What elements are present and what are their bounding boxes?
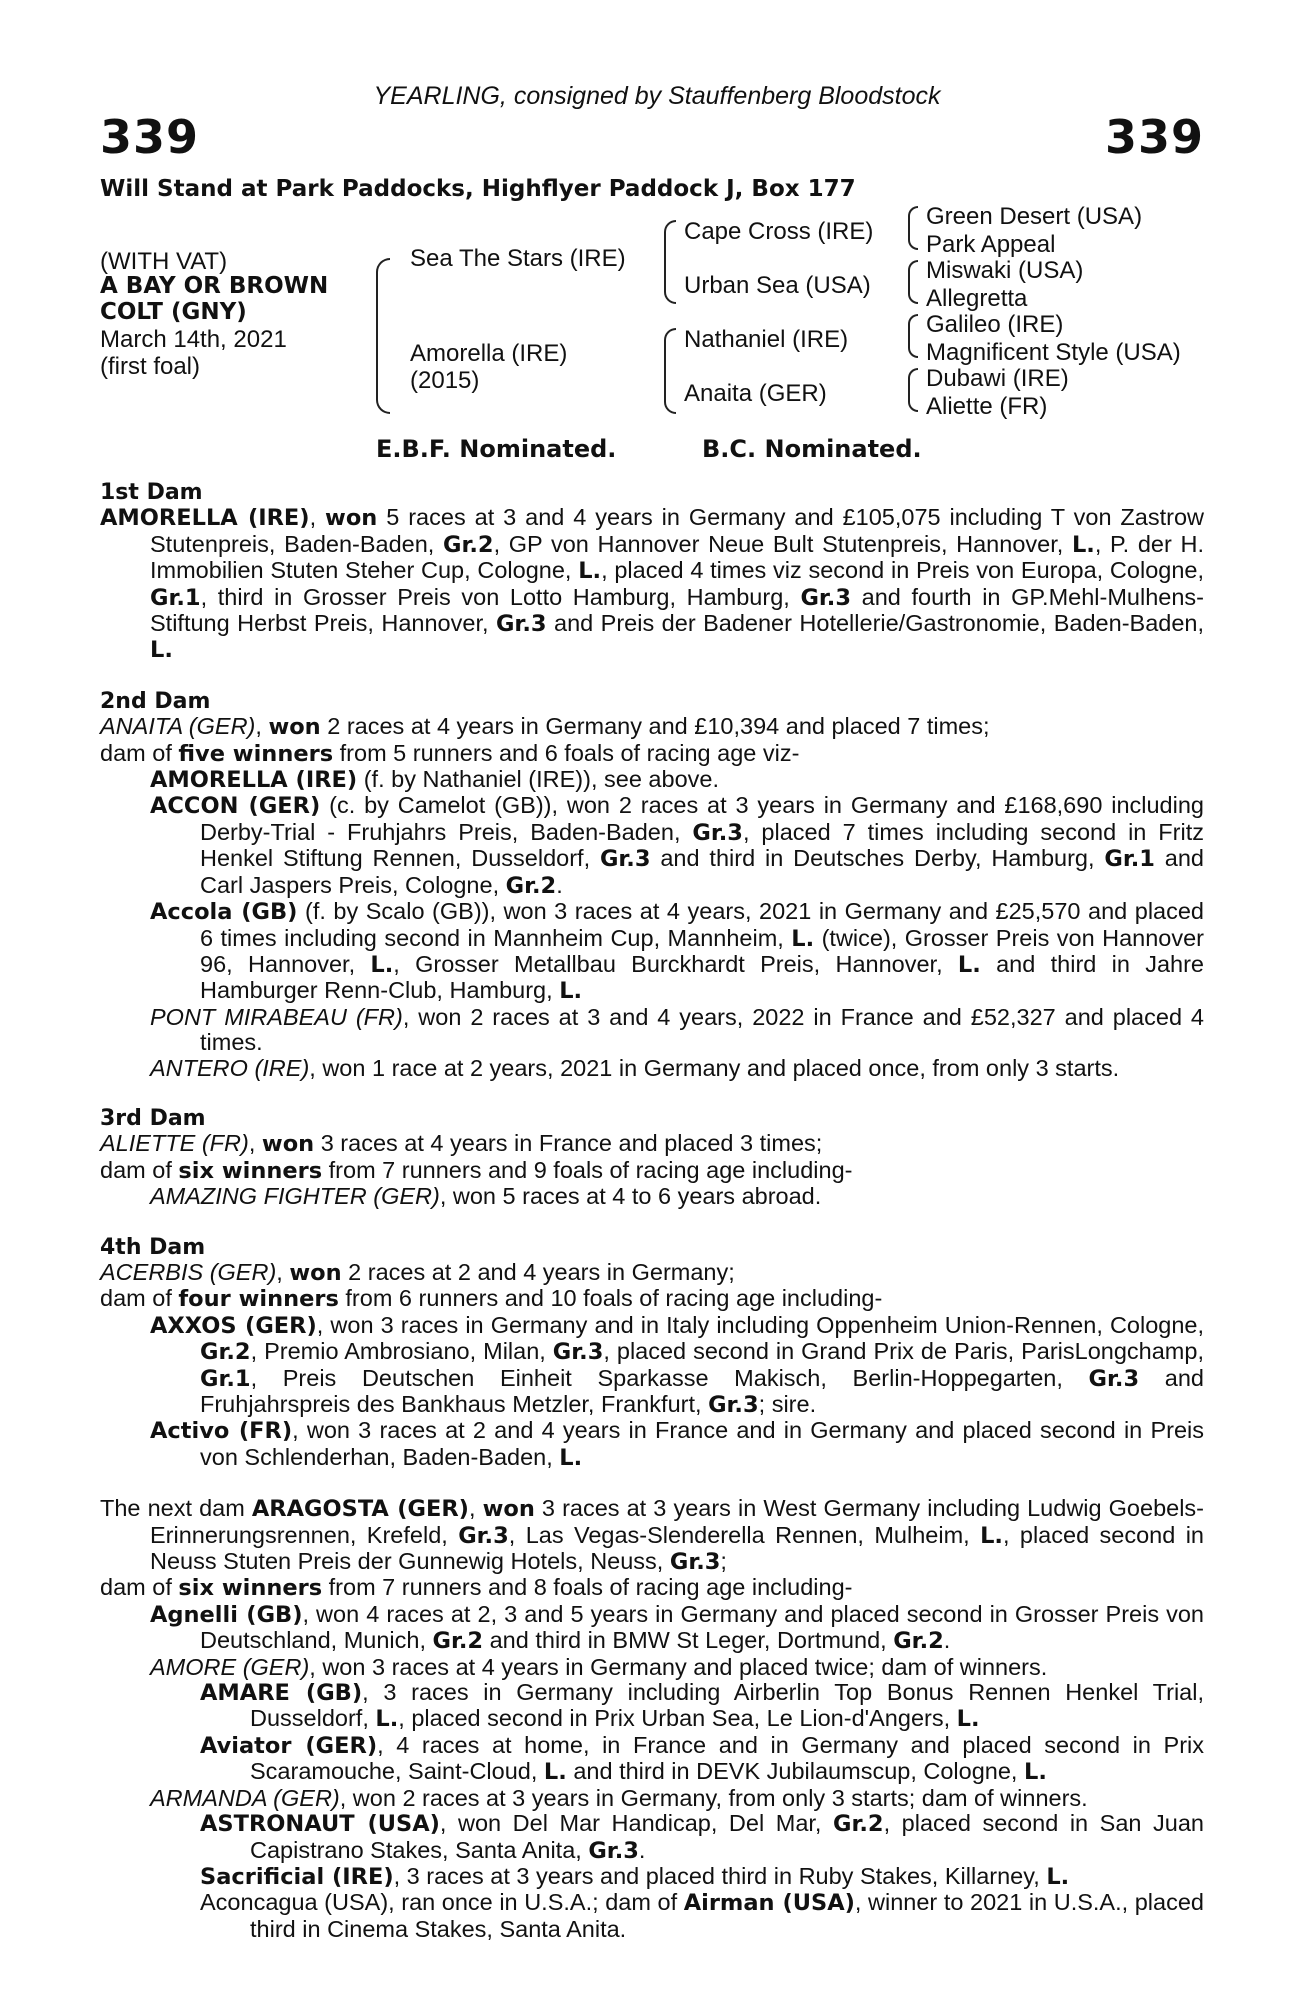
- lot-number-left: 339: [100, 110, 200, 164]
- italic-text: AMORE (GER): [150, 1653, 310, 1680]
- entry-text: and third in DEVK Jubilaumscup, Cologne,: [566, 1758, 1024, 1785]
- bold-text: Gr.3: [669, 1549, 721, 1576]
- ss-dam: Park Appeal: [926, 231, 1056, 258]
- pedigree-brace-dd: [908, 368, 918, 412]
- bold-text: L.: [791, 925, 815, 952]
- entry-text: .: [943, 1627, 951, 1654]
- entry-text: , placed 4 times viz second in Preis von Europa, Cologne,: [601, 557, 1204, 584]
- entry-text: , Grosser Metallbau Burckhardt Preis, Hannover,: [393, 950, 958, 977]
- bold-text: Gr.2: [893, 1628, 944, 1655]
- entry-text: dam of: [100, 1156, 179, 1183]
- bold-text: ARAGOSTA (GER): [251, 1496, 469, 1523]
- bold-text: Airman (USA): [683, 1890, 855, 1917]
- pedigree-entry: [100, 1864, 1204, 1890]
- entry-text: , won 2 races at 3 and 4 years, 2022 in France and £52,327 and placed 4 times.: [200, 1003, 1204, 1056]
- ebf-nomination: E.B.F. Nominated.: [376, 435, 617, 463]
- bold-text: L.: [1071, 531, 1095, 558]
- bold-text: won: [482, 1496, 535, 1523]
- entry-text: , won 5 races at 4 to 6 years abroad.: [439, 1183, 822, 1210]
- pedigree-entry: [100, 1786, 1204, 1811]
- bold-text: six winners: [178, 1575, 323, 1602]
- entry-text: , P. der H. Immobilien Stuten Steher Cup, Cologne,: [150, 530, 1204, 584]
- bold-text: Gr.1: [150, 584, 201, 611]
- ds-sire: Galileo (IRE): [926, 311, 1064, 338]
- bold-text: Gr.3: [495, 611, 547, 638]
- entry-text: .: [556, 871, 563, 898]
- pedigree-entry: [100, 1184, 1204, 1209]
- entry-text: , won 1 race at 2 years, 2021 in Germany and placed once, from only 3 starts.: [309, 1054, 1120, 1081]
- dam-year: (2015): [410, 367, 480, 394]
- entry-text: .: [638, 1836, 646, 1863]
- entry-text: , won 3 races at 4 years in Germany and placed twice; dam of winners.: [309, 1653, 1048, 1680]
- entry-text: (c. by Camelot (GB)), won 2 races at 3 years in Germany and £168,690 including Derby-Trial - Fruhjahrs Preis, Baden-Baden,: [200, 792, 1204, 845]
- pedigree-entry: [100, 1286, 1204, 1312]
- entry-text: , third in Grosser Preis von Lotto Hamburg, Hamburg,: [200, 583, 801, 610]
- ss-sire: Green Desert (USA): [926, 203, 1143, 230]
- dam-heading: 1st Dam: [100, 480, 203, 505]
- bold-text: L.: [957, 951, 981, 978]
- pedigree-brace-dam: [664, 328, 676, 414]
- bold-text: Gr.3: [552, 1339, 604, 1366]
- entry-text: dam of: [100, 1574, 179, 1601]
- bold-text: Gr.3: [692, 819, 743, 846]
- entry-text: ,: [468, 1495, 483, 1522]
- italic-text: AMAZING FIGHTER (GER): [150, 1183, 440, 1210]
- entry-text: The next dam: [100, 1495, 252, 1522]
- dam-section: [100, 689, 1204, 1081]
- bold-text: L.: [1046, 1863, 1070, 1890]
- pedigree-entry: [100, 1733, 1204, 1786]
- bold-text: Accola (GB): [150, 899, 298, 926]
- bold-text: five winners: [178, 740, 334, 767]
- entry-text: , 3 races at 3 years and placed third in Ruby Stakes, Killarney,: [393, 1862, 1047, 1889]
- bold-text: Aviator (GER): [200, 1732, 378, 1759]
- bold-text: Activo (FR): [150, 1418, 293, 1445]
- dam-section: [100, 1496, 1204, 1942]
- entry-text: dam of: [100, 739, 179, 766]
- catalogue-subtitle: YEARLING, consigned by Stauffenberg Bloodstock: [373, 82, 941, 110]
- dam-heading: 4th Dam: [100, 1234, 206, 1260]
- pedigree-entry: [100, 1575, 1204, 1601]
- entry-text: 2 races at 2 and 4 years in Germany;: [341, 1258, 735, 1285]
- bold-text: Gr.2: [443, 531, 494, 558]
- pedigree-entry: [100, 1496, 1204, 1575]
- bold-text: L.: [559, 978, 583, 1005]
- entry-text: , GP von Hannover Neue Bult Stutenpreis, Hannover,: [493, 530, 1072, 557]
- entry-text: Aconcagua (USA), ran once in U.S.A.; dam of: [200, 1889, 684, 1916]
- bold-text: AMORELLA (IRE): [150, 767, 358, 794]
- pedigree-entry: [100, 1260, 1204, 1286]
- entry-text: ,: [255, 713, 269, 740]
- bold-text: L.: [150, 637, 173, 664]
- entry-text: , Premio Ambrosiano, Milan,: [250, 1338, 553, 1365]
- pedigree-entry: [100, 1680, 1204, 1733]
- lot-number-right: 339: [1104, 110, 1204, 164]
- entry-text: ,: [248, 1130, 262, 1157]
- pedigree-brace-ds: [908, 314, 918, 358]
- foal-note: (first foal): [100, 353, 201, 380]
- entry-text: from 7 runners and 8 foals of racing age including-: [322, 1574, 853, 1601]
- italic-text: ARMANDA (GER): [150, 1784, 340, 1811]
- pedigree-entry: [100, 1005, 1204, 1056]
- dam-heading: 2nd Dam: [100, 688, 211, 714]
- pedigree-entry: [100, 1158, 1204, 1184]
- dd-sire: Dubawi (IRE): [926, 365, 1069, 392]
- dam-section: [100, 1235, 1204, 1472]
- entry-text: , won 3 races in Germany and in Italy including Oppenheim Union-Rennen, Cologne,: [316, 1311, 1205, 1338]
- pedigree-entry: [100, 1056, 1204, 1081]
- sire-name: Sea The Stars (IRE): [410, 245, 626, 272]
- entry-text: (twice), Grosser Preis von Hannover 96, Hannover,: [200, 924, 1204, 977]
- bold-text: Gr.3: [458, 1522, 509, 1549]
- bold-text: six winners: [178, 1157, 323, 1184]
- catalogue-body: [100, 480, 1204, 1942]
- pedigree-entry: [100, 1602, 1204, 1655]
- bold-text: Gr.3: [708, 1392, 759, 1418]
- dam-heading: 3rd Dam: [100, 1105, 206, 1131]
- dam-section: [100, 1106, 1204, 1210]
- bold-text: Gr.3: [800, 584, 851, 611]
- bold-text: L.: [1024, 1759, 1047, 1786]
- bold-text: L.: [578, 558, 602, 585]
- ds-dam: Magnificent Style (USA): [926, 339, 1181, 366]
- italic-text: ANTERO (IRE): [150, 1054, 310, 1081]
- pedigree-entry: [100, 1418, 1204, 1471]
- dam-dam: Anaita (GER): [684, 380, 827, 407]
- entry-text: , won 3 races at 2 and 4 years in France and in Germany and placed second in Preis von Schlenderhan, Baden-Baden,: [200, 1417, 1204, 1470]
- entry-text: 3 races at 3 years in West Germany including Ludwig Goebels-Erinnerungsrennen, Krefeld,: [150, 1495, 1205, 1548]
- entry-text: , Preis Deutschen Einheit Sparkasse Makisch, Berlin-Hoppegarten,: [250, 1364, 1089, 1391]
- sire-sire: Cape Cross (IRE): [684, 218, 874, 245]
- bold-text: L.: [956, 1706, 980, 1733]
- bold-text: L.: [543, 1759, 567, 1786]
- italic-text: ANAITA (GER): [100, 713, 256, 740]
- entry-text: ; sire.: [758, 1391, 817, 1417]
- bold-text: AMORELLA (IRE): [100, 505, 310, 532]
- entry-text: , Las Vegas-Slenderella Rennen, Mulheim,: [508, 1521, 981, 1548]
- entry-text: and Carl Jaspers Preis, Cologne,: [200, 845, 1204, 898]
- pedigree-entry: [100, 793, 1204, 899]
- entry-text: , 4 races at home, in France and in Germany and placed second in Prix Scaramouche, Saint-Cloud,: [250, 1731, 1205, 1785]
- entry-text: and fourth in GP.Mehl-Mulhens-Stiftung Herbst Preis, Hannover,: [150, 583, 1204, 637]
- dam-section: [100, 480, 1204, 664]
- bold-text: Sacrificial (IRE): [200, 1863, 394, 1890]
- pedigree-brace-main: [376, 258, 390, 414]
- pedigree-entry: [100, 1811, 1204, 1864]
- horse-description: A BAY OR BROWN: [100, 273, 329, 299]
- entry-text: and third in Jahre Hamburger Renn-Club, Hamburg,: [200, 950, 1205, 1004]
- bold-text: Gr.3: [599, 846, 651, 873]
- bold-text: Gr.3: [588, 1837, 639, 1864]
- sd-dam: Allegretta: [926, 285, 1028, 312]
- bold-text: Gr.2: [432, 1628, 484, 1655]
- bold-text: ACCON (GER): [150, 793, 321, 820]
- pedigree-brace-ss: [908, 206, 918, 250]
- bold-text: AXXOS (GER): [150, 1312, 317, 1339]
- bold-text: AMARE (GB): [200, 1680, 363, 1707]
- entry-text: , placed second in Neuss Stuten Preis der Gunnewig Hotels, Neuss,: [150, 1521, 1204, 1575]
- pedigree-entry: [100, 741, 1204, 767]
- entry-text: ,: [276, 1258, 290, 1285]
- entry-text: and Preis der Badener Hotellerie/Gastronomie, Baden-Baden,: [546, 610, 1204, 637]
- bold-text: L.: [559, 1444, 583, 1471]
- entry-text: , winner to 2021 in U.S.A., placed third in Cinema Stakes, Santa Anita.: [250, 1889, 1204, 1942]
- entry-text: , placed second in Prix Urban Sea, Le Lion-d'Angers,: [398, 1705, 957, 1732]
- entry-text: dam of: [100, 1285, 179, 1312]
- entry-text: and third in Deutsches Derby, Hamburg,: [650, 845, 1105, 872]
- pedigree-entry: [100, 714, 1204, 740]
- entry-text: and Fruhjahrspreis des Bankhaus Metzler, Frankfurt,: [200, 1364, 1204, 1417]
- entry-text: 3 races at 4 years in France and placed 3 times;: [314, 1130, 823, 1157]
- bold-text: won: [268, 714, 321, 741]
- bold-text: L.: [980, 1522, 1003, 1549]
- pedigree-brace-sire: [664, 220, 676, 304]
- bold-text: four winners: [178, 1286, 339, 1313]
- entry-text: from 5 runners and 6 foals of racing age viz-: [333, 739, 800, 766]
- stand-location: Will Stand at Park Paddocks, Highflyer Paddock J, Box 177: [100, 176, 856, 202]
- horse-sex: COLT (GNY): [100, 299, 247, 325]
- italic-text: ACERBIS (GER): [100, 1258, 277, 1285]
- bold-text: won: [289, 1259, 342, 1286]
- sire-dam: Urban Sea (USA): [684, 272, 871, 299]
- pedigree-entry: [100, 1131, 1204, 1157]
- dam-sire: Nathaniel (IRE): [684, 326, 849, 353]
- entry-text: 2 races at 4 years in Germany and £10,394 and placed 7 times;: [320, 713, 990, 740]
- foaling-date: March 14th, 2021: [100, 326, 287, 353]
- bold-text: L.: [370, 951, 394, 978]
- entry-text: (f. by Scalo (GB)), won 3 races at 4 years, 2021 in Germany and £25,570 and placed 6 times including second in Mannheim Cup, Mannheim,: [200, 898, 1204, 951]
- entry-text: , won 2 races at 3 years in Germany, from only 3 starts; dam of winners.: [339, 1784, 1088, 1811]
- italic-text: ALIETTE (FR): [100, 1130, 249, 1157]
- italic-text: PONT MIRABEAU (FR): [150, 1003, 403, 1030]
- entry-text: and third in BMW St Leger, Dortmund,: [483, 1627, 894, 1654]
- pedigree-entry: [100, 1655, 1204, 1680]
- entry-text: from 7 runners and 9 foals of racing age including-: [322, 1156, 853, 1183]
- entry-text: ,: [309, 504, 326, 531]
- bold-text: Gr.2: [505, 872, 557, 899]
- bold-text: won: [325, 505, 378, 532]
- entry-text: , won 4 races at 2, 3 and 5 years in Germany and placed second in Grosser Preis von Deutschland, Munich,: [200, 1600, 1205, 1654]
- bold-text: Gr.1: [200, 1365, 251, 1392]
- bold-text: Agnelli (GB): [150, 1601, 303, 1628]
- bold-text: ASTRONAUT (USA): [200, 1811, 440, 1838]
- vat-note: (WITH VAT): [100, 248, 228, 275]
- entry-text: , 3 races in Germany including Airberlin Top Bonus Rennen Henkel Trial, Dusseldorf,: [250, 1679, 1204, 1732]
- pedigree-entry: [100, 899, 1204, 1005]
- bold-text: Gr.3: [1088, 1365, 1140, 1392]
- bold-text: Gr.2: [833, 1811, 884, 1838]
- entry-text: ;: [720, 1548, 727, 1575]
- bold-text: Gr.2: [200, 1339, 251, 1366]
- bold-text: won: [261, 1131, 315, 1158]
- entry-text: , won Del Mar Handicap, Del Mar,: [439, 1810, 834, 1837]
- entry-text: (f. by Nathaniel (IRE)), see above.: [357, 766, 719, 793]
- dam-name: Amorella (IRE): [410, 340, 568, 367]
- entry-text: from 6 runners and 10 foals of racing age including-: [338, 1285, 883, 1312]
- pedigree-entry: [100, 505, 1204, 663]
- entry-text: 5 races at 3 and 4 years in Germany and £105,075 including T von Zastrow Stutenpreis, Baden-Baden,: [150, 504, 1205, 557]
- entry-text: , placed 7 times including second in Fritz Henkel Stiftung Rennen, Dusseldorf,: [200, 818, 1204, 872]
- pedigree-entry: [100, 1313, 1204, 1419]
- pedigree-entry: [100, 1890, 1204, 1942]
- bc-nomination: B.C. Nominated.: [702, 435, 922, 463]
- entry-text: , placed second in Grand Prix de Paris, ParisLongchamp,: [603, 1338, 1204, 1365]
- dd-dam: Aliette (FR): [926, 393, 1048, 420]
- bold-text: Gr.1: [1104, 846, 1155, 873]
- sd-sire: Miswaki (USA): [926, 257, 1084, 284]
- pedigree-entry: [100, 767, 1204, 793]
- entry-text: , placed second in San Juan Capistrano Stakes, Santa Anita,: [250, 1810, 1205, 1863]
- pedigree-brace-sd: [908, 260, 918, 304]
- bold-text: L.: [375, 1706, 399, 1733]
